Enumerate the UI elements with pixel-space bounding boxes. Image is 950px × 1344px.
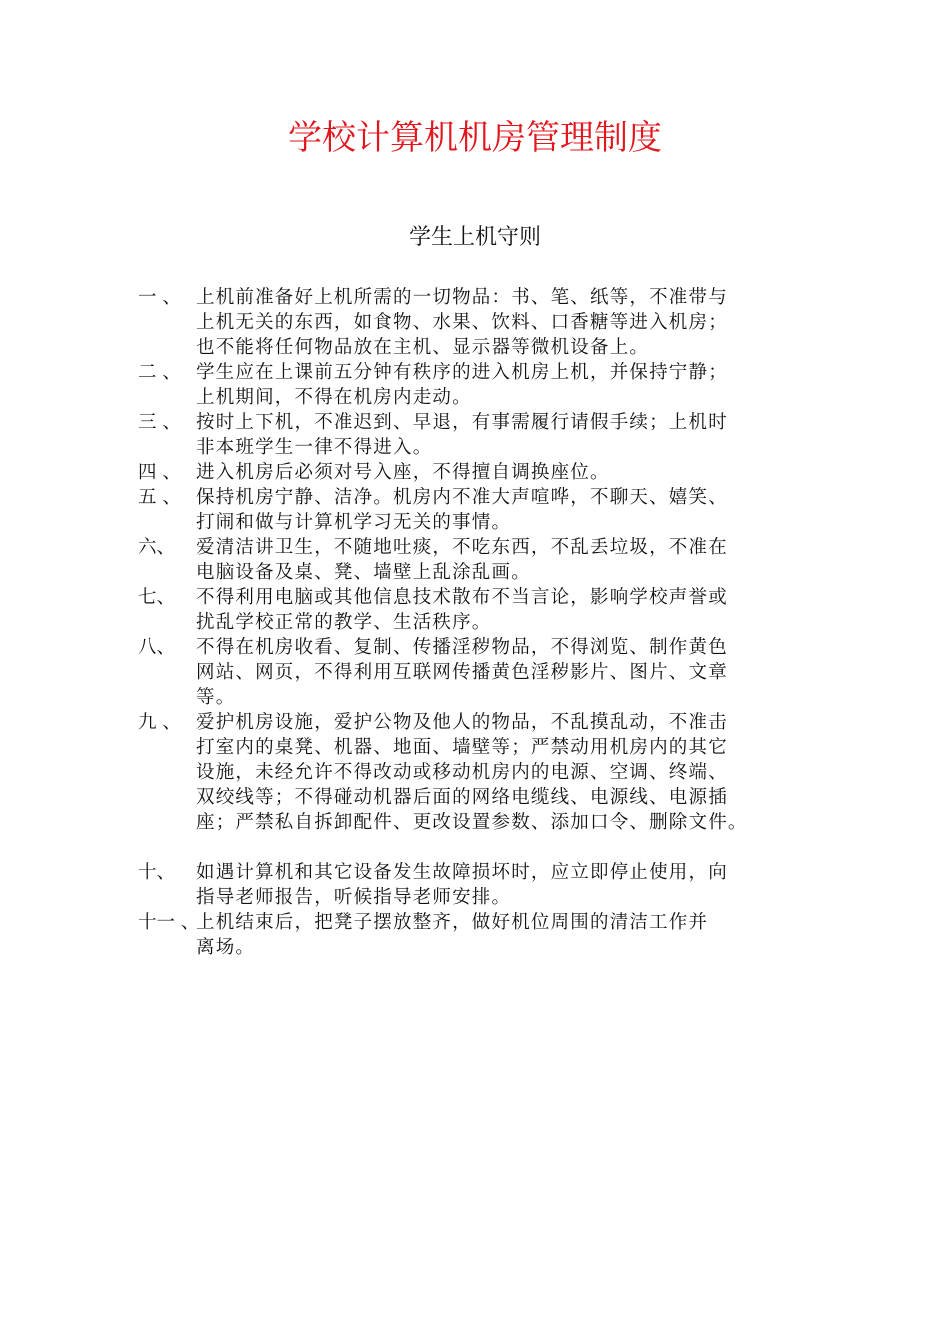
document-title: 学校计算机机房管理制度: [288, 118, 662, 158]
rule-item: [138, 460, 828, 485]
rule-number: 四 、: [138, 462, 181, 483]
rule-number: 八、: [138, 637, 176, 658]
rule-text: 爱清洁讲卫生，不随地吐痰，不吃东西，不乱丢垃圾，不准在 电脑设备及桌、凳、墙壁上乱涂乱画。: [196, 537, 728, 583]
rule-item: [138, 285, 828, 360]
rule-text: 不得利用电脑或其他信息技术散布不当言论，影响学校声誉或 扰乱学校正常的教学、生活秩序。: [196, 587, 728, 633]
rule-number: 六、: [138, 537, 176, 558]
rule-text: 学生应在上课前五分钟有秩序的进入机房上机，并保持宁静； 上机期间，不得在机房内走动。: [196, 362, 728, 408]
rule-text: 保持机房宁静、洁净。机房内不准大声喧哗，不聊天、嬉笑、 打闹和做与计算机学习无关的事情。: [196, 487, 728, 533]
rule-text: 进入机房后必须对号入座，不得擅自调换座位。: [196, 462, 610, 483]
rule-number: 十一 、: [138, 912, 200, 933]
rule-number: 一 、: [138, 287, 181, 308]
rule-text: 上机结束后，把凳子摆放整齐，做好机位周围的清洁工作并 离场。: [196, 912, 709, 958]
rule-item: [138, 860, 828, 910]
rule-item: [138, 485, 828, 535]
rule-item: [138, 410, 828, 460]
rule-item: [138, 710, 828, 835]
rule-item: [138, 635, 828, 710]
rules-list: [138, 285, 828, 960]
rule-item: [138, 585, 828, 635]
document-subtitle: 学生上机守则: [408, 225, 541, 250]
rule-number: 九 、: [138, 712, 181, 733]
rule-number: 五 、: [138, 487, 181, 508]
rule-text: 如遇计算机和其它设备发生故障损坏时，应立即停止使用，向 指导老师报告，听候指导老师安排。: [196, 862, 728, 908]
rule-text: 不得在机房收看、复制、传播淫秽物品，不得浏览、制作黄色 网站、网页，不得利用互联网传播黄色淫秽影片、图片、文章 等。: [196, 637, 728, 708]
rule-number: 三 、: [138, 412, 181, 433]
rule-number: 七、: [138, 587, 176, 608]
rule-text: 按时上下机，不准迟到、早退，有事需履行请假手续；上机时 非本班学生一律不得进入。: [196, 412, 728, 458]
rule-item: [138, 535, 828, 585]
rule-text: 爱护机房设施，爱护公物及他人的物品，不乱摸乱动，不准击 打室内的桌凳、机器、地面、墙壁等；严禁动用机房内的其它 设施，未经允许不得改动或移动机房内的电源、空调、终端、 双绞线等；不得碰动机器后面的网络电缆线、电源线、电源插 座；严禁私自拆卸配件、更改设置参数、添加口令、删除文件。: [196, 712, 748, 833]
rule-item: [138, 910, 828, 960]
rule-text: 上机前准备好上机所需的一切物品：书、笔、纸等，不准带与 上机无关的东西，如食物、水果、饮料、口香糖等进入机房； 也不能将任何物品放在主机、显示器等微机设备上。: [196, 287, 728, 358]
rule-item: [138, 360, 828, 410]
rule-number: 二 、: [138, 362, 181, 383]
rule-number: 十、: [138, 862, 176, 883]
